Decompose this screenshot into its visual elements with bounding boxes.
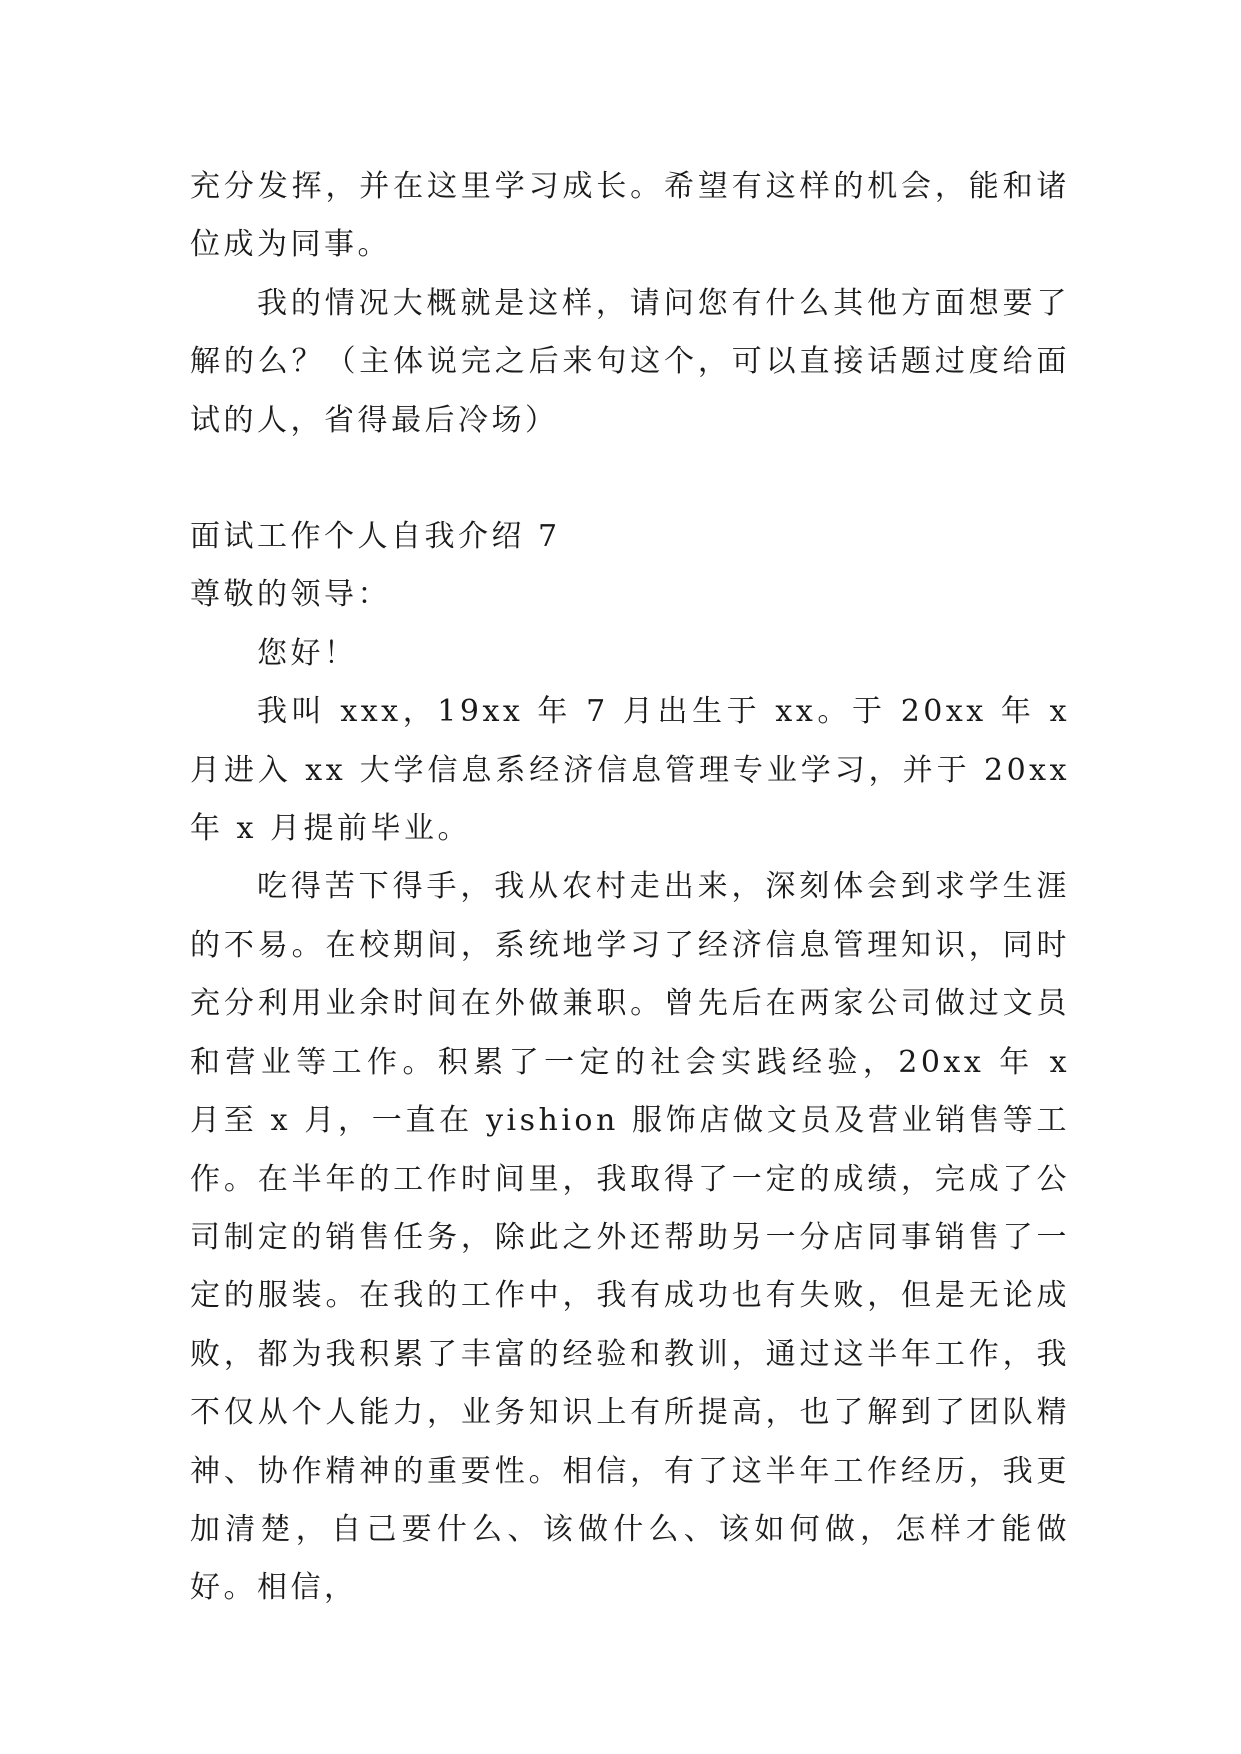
section-title: 面试工作个人自我介绍 7	[190, 519, 561, 555]
paragraph-continuation: 充分发挥，并在这里学习成长。希望有这样的机会，能和诸位成为同事。	[190, 169, 1070, 263]
document-body	[190, 158, 1070, 1618]
greeting: 您好！	[257, 635, 358, 671]
paragraph-personal-info: 我叫 xxx，19xx 年 7 月出生于 xx。于 20xx 年 x 月进入 xx 大学信息系经济信息管理专业学习，并于 20xx 年 x 月提前毕业。	[190, 694, 1070, 847]
salutation: 尊敬的领导：	[190, 577, 391, 613]
paragraph-work-experience: 吃得苦下得手，我从农村走出来，深刻体会到求学生涯的不易。在校期间，系统地学习了经济信息管理知识，同时充分利用业余时间在外做兼职。曾先后在两家公司做过文员和营业等工作。积累了一定的社会实践经验，20xx 年 x 月至 x 月，一直在 yishion 服饰店做文员及营业销售等工作。在半年的工作时间里，我取得了一定的成绩，完成了公司制定的销售任务，除此之外还帮助另一分店同事销售了一定的服装。在我的工作中，我有成功也有失败，但是无论成败，都为我积累了丰富的经验和教训，通过这半年工作，我不仅从个人能力，业务知识上有所提高，也了解到了团队精神、协作精神的重要性。相信，有了这半年工作经历，我更加清楚，自己要什么、该做什么、该如何做，怎样才能做好。相信，	[190, 869, 1070, 1606]
paragraph-closing-question: 我的情况大概就是这样，请问您有什么其他方面想要了解的么？（主体说完之后来句这个，可以直接话题过度给面试的人，省得最后冷场）	[190, 285, 1070, 438]
section-spacer	[190, 450, 1070, 508]
